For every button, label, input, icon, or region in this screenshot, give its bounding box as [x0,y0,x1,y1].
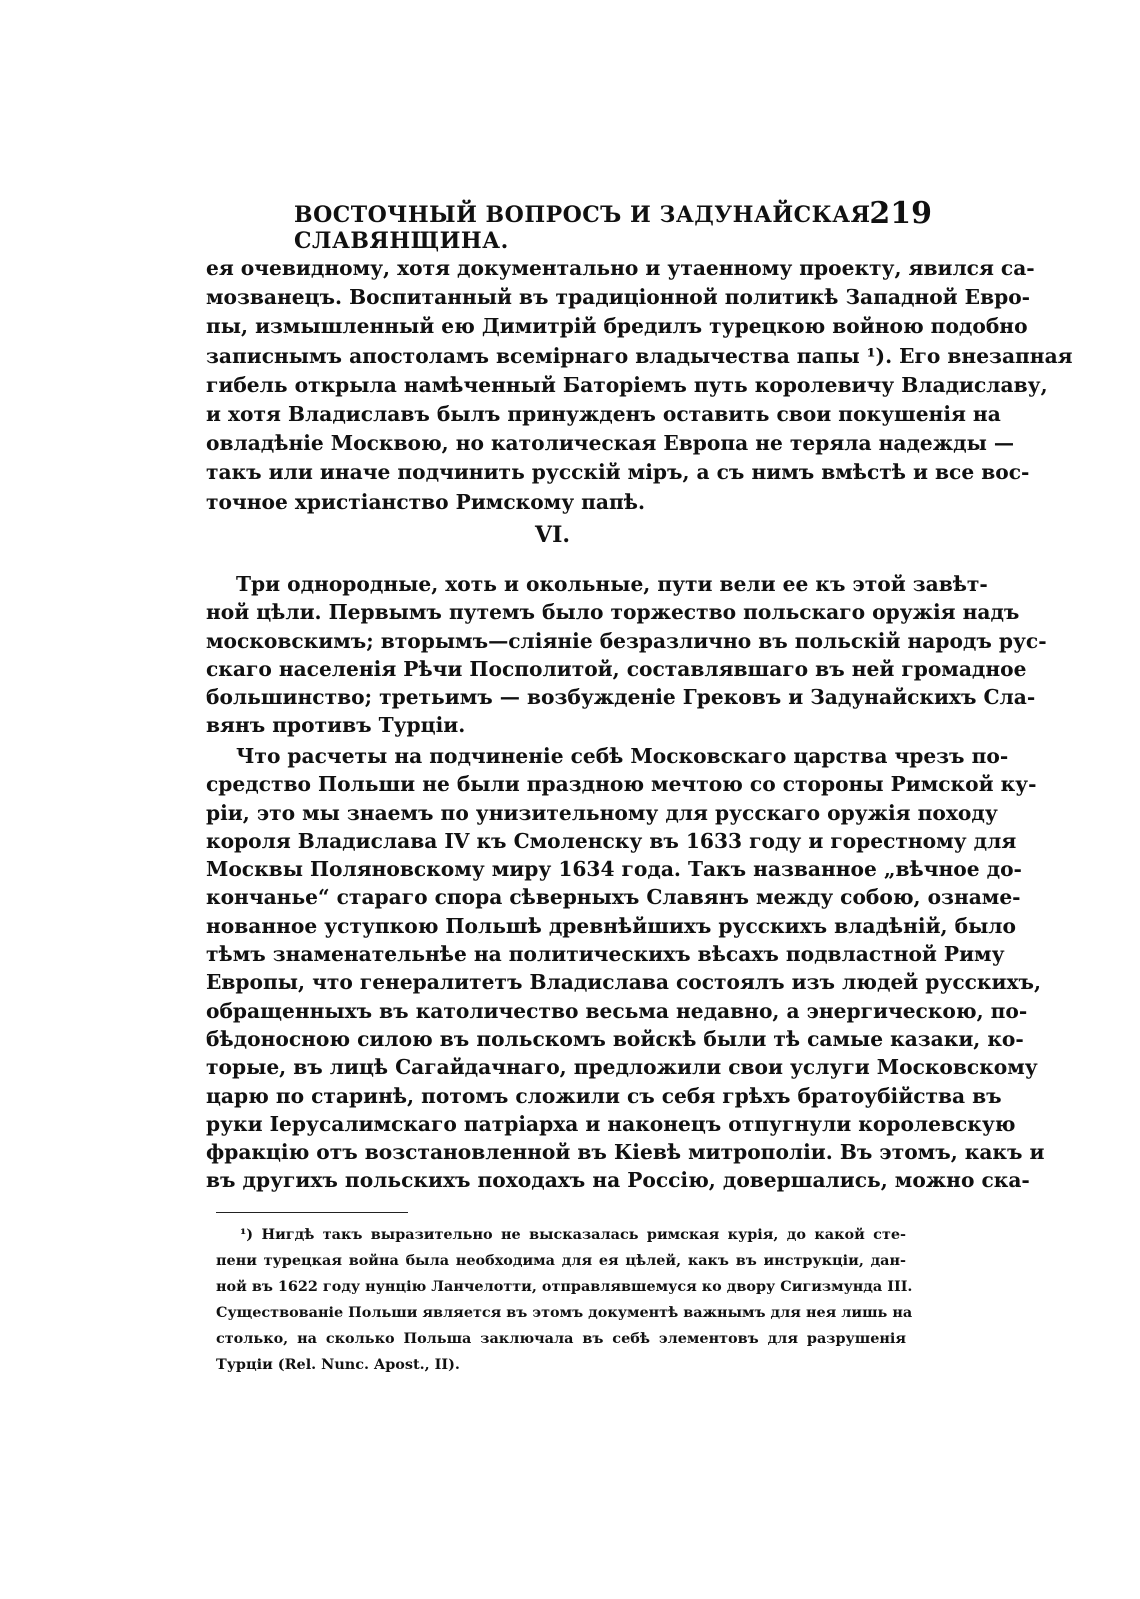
text-line: фракцію отъ возстановленной въ Кіевѣ митрополіи. Въ этомъ, какъ и [206,1140,1045,1165]
text-line: мозванецъ. Воспитанный въ традиціонной политикѣ Западной Евро- [206,285,1031,310]
text-line: такъ или иначе подчинить русскій міръ, а съ нимъ вмѣстѣ и все вос- [206,460,1030,485]
text-line: Москвы Поляновскому миру 1634 года. Такъ названное „вѣчное до- [206,857,1022,882]
text-line: пы, измышленный ею Димитрій бредилъ турецкою войною подобно [206,314,1028,339]
text-line: руки Іерусалимскаго патріарха и наконецъ отпугнули королевскую [206,1111,1016,1136]
running-title: ВОСТОЧНЫЙ ВОПРОСЪ И ЗАДУНАЙСКАЯ СЛАВЯНЩИНА. [294,202,871,254]
text-line: овладѣніе Москвою, но католическая Европа не теряла надежды — [206,431,1015,456]
text-line: ной цѣли. Первымъ путемъ было торжество польскаго оружія надъ [206,600,1020,625]
text-line: средство Польши не были праздною мечтою со стороны Римской ку- [206,772,1037,797]
text-line: записнымъ апостоламъ всемірнаго владычества папы ¹). Его внезапная [206,343,1073,368]
text-line: московскимъ; вторымъ—сліяніе безразлично въ польскій народъ рус- [206,628,1047,653]
footnote-line: пени турецкая война была необходима для ея цѣлей, какъ въ инструкціи, дан- [216,1252,906,1269]
text-line: кончанье“ стараго спора сѣверныхъ Славянъ между собою, ознаме- [206,885,1021,910]
text-line: ея очевидному, хотя документально и утаенному проекту, явился са- [206,256,1035,280]
footnote-line: Существованіе Польши является въ этомъ документѣ важнымъ для нея лишь на [216,1304,913,1321]
text-line: Три однородные, хоть и окольные, пути вели ее къ этой завѣт- [236,572,988,596]
text-line: бѣдоносною силою въ польскомъ войскѣ были тѣ самые казаки, ко- [206,1026,1024,1051]
text-line: торые, въ лицѣ Сагайдачнаго, предложили свои услуги Московскому [206,1055,1038,1080]
text-line: обращенныхъ въ католичество весьма недавно, а энергическою, по- [206,998,1028,1023]
text-line: тѣмъ знаменательнѣе на политическихъ вѣсахъ подвластной Риму [206,942,1005,967]
text-line: царю по старинѣ, потомъ сложили съ себя грѣхъ братоубійства въ [206,1083,1002,1108]
text-line: Что расчеты на подчиненіе себѣ Московскаго царства чрезъ по- [236,744,1009,768]
paragraph-2 [206,570,1047,740]
footnote-divider [216,1212,408,1213]
footnote-line: ¹) Нигдѣ такъ выразительно не высказалась римская курія, до какой сте- [240,1226,906,1243]
footnote-line: столько, на сколько Польша заключала въ себѣ элементовъ для разрушенія [216,1330,906,1347]
text-line: короля Владислава IV къ Смоленску въ 1633 году и горестному для [206,828,1017,853]
text-line: въ другихъ польскихъ походахъ на Россію, довершались, можно ска- [206,1168,1030,1193]
text-line: ріи, это мы знаемъ по унизительному для русскаго оружія походу [206,800,998,825]
paragraph-3 [206,742,1045,1195]
text-line: нованное уступкою Польшѣ древнѣйшихъ русскихъ владѣній, было [206,913,1017,938]
page-number: 219 [869,196,932,231]
section-heading: VI. [535,522,571,548]
footnote-line: ной въ 1622 году нунцію Ланчелотти, отправлявшемуся ко двору Сигизмунда III. [216,1278,913,1295]
text-line: Европы, что генералитетъ Владислава состоялъ изъ людей русскихъ, [206,970,1042,995]
text-line: и хотя Владиславъ былъ принужденъ оставить свои покушенія на [206,401,1001,426]
text-line: точное христіанство Римскому папѣ. [206,489,645,514]
text-line: гибель открыла намѣченный Баторіемъ путь королевичу Владиславу, [206,372,1048,397]
text-line: большинство; третьимъ — возбужденіе Грековъ и Задунайскихъ Сла- [206,685,1036,710]
paragraph-1 [206,254,1073,517]
text-line: вянъ противъ Турціи. [206,713,466,738]
text-line: скаго населенія Рѣчи Посполитой, составлявшаго въ ней громадное [206,656,1027,681]
footnote-line: Турціи (Rel. Nunc. Apost., II). [216,1356,460,1373]
footnote [216,1222,913,1378]
page-header [200,196,934,254]
